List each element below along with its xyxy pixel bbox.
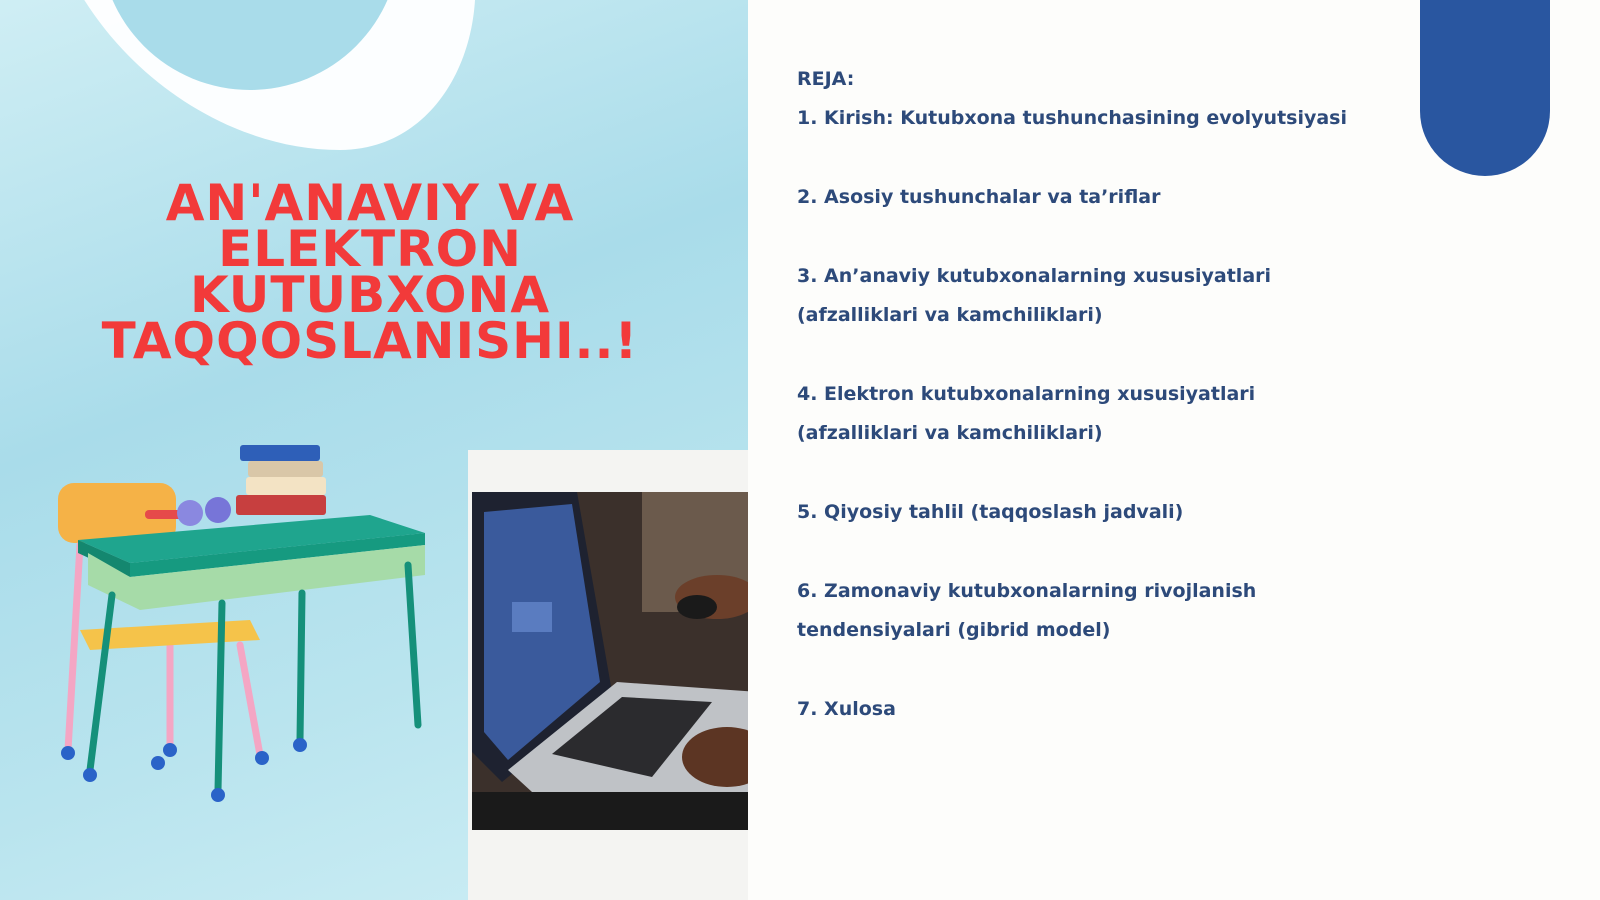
plan-item-3: 3. An’anaviy kutubxonalarning xususiyatlari (afzalliklari va kamchiliklari) (797, 265, 1272, 326)
photo-frame (468, 450, 748, 900)
plan-item-6: 6. Zamonaviy kutubxonalarning rivojlanish tendensiyalari (gibrid model) (797, 580, 1257, 641)
desk-chair-books-illustration (50, 445, 450, 825)
plan-item-1: 1. Kirish: Kutubxona tushunchasining evolyutsiyasi (797, 107, 1348, 129)
left-panel (0, 0, 748, 900)
plan-item-2: 2. Asosiy tushunchalar va ta’riflar (797, 186, 1161, 208)
decorative-blue-shape (1420, 0, 1550, 176)
plan-item-5: 5. Qiyosiy tahlil (taqqoslash jadvali) (797, 501, 1184, 523)
plan-heading: REJA: (797, 68, 855, 90)
plan-item-4: 4. Elektron kutubxonalarning xususiyatlari (afzalliklari va kamchiliklari) (797, 383, 1256, 444)
plan-list (797, 60, 1397, 769)
slide-title: AN'ANAVIY VA ELEKTRON KUTUBXONA TAQQOSLANISHI..! (101, 174, 639, 370)
laptop-photo (472, 492, 748, 830)
ring-decoration (20, 0, 480, 160)
plan-item-7: 7. Xulosa (797, 698, 896, 720)
